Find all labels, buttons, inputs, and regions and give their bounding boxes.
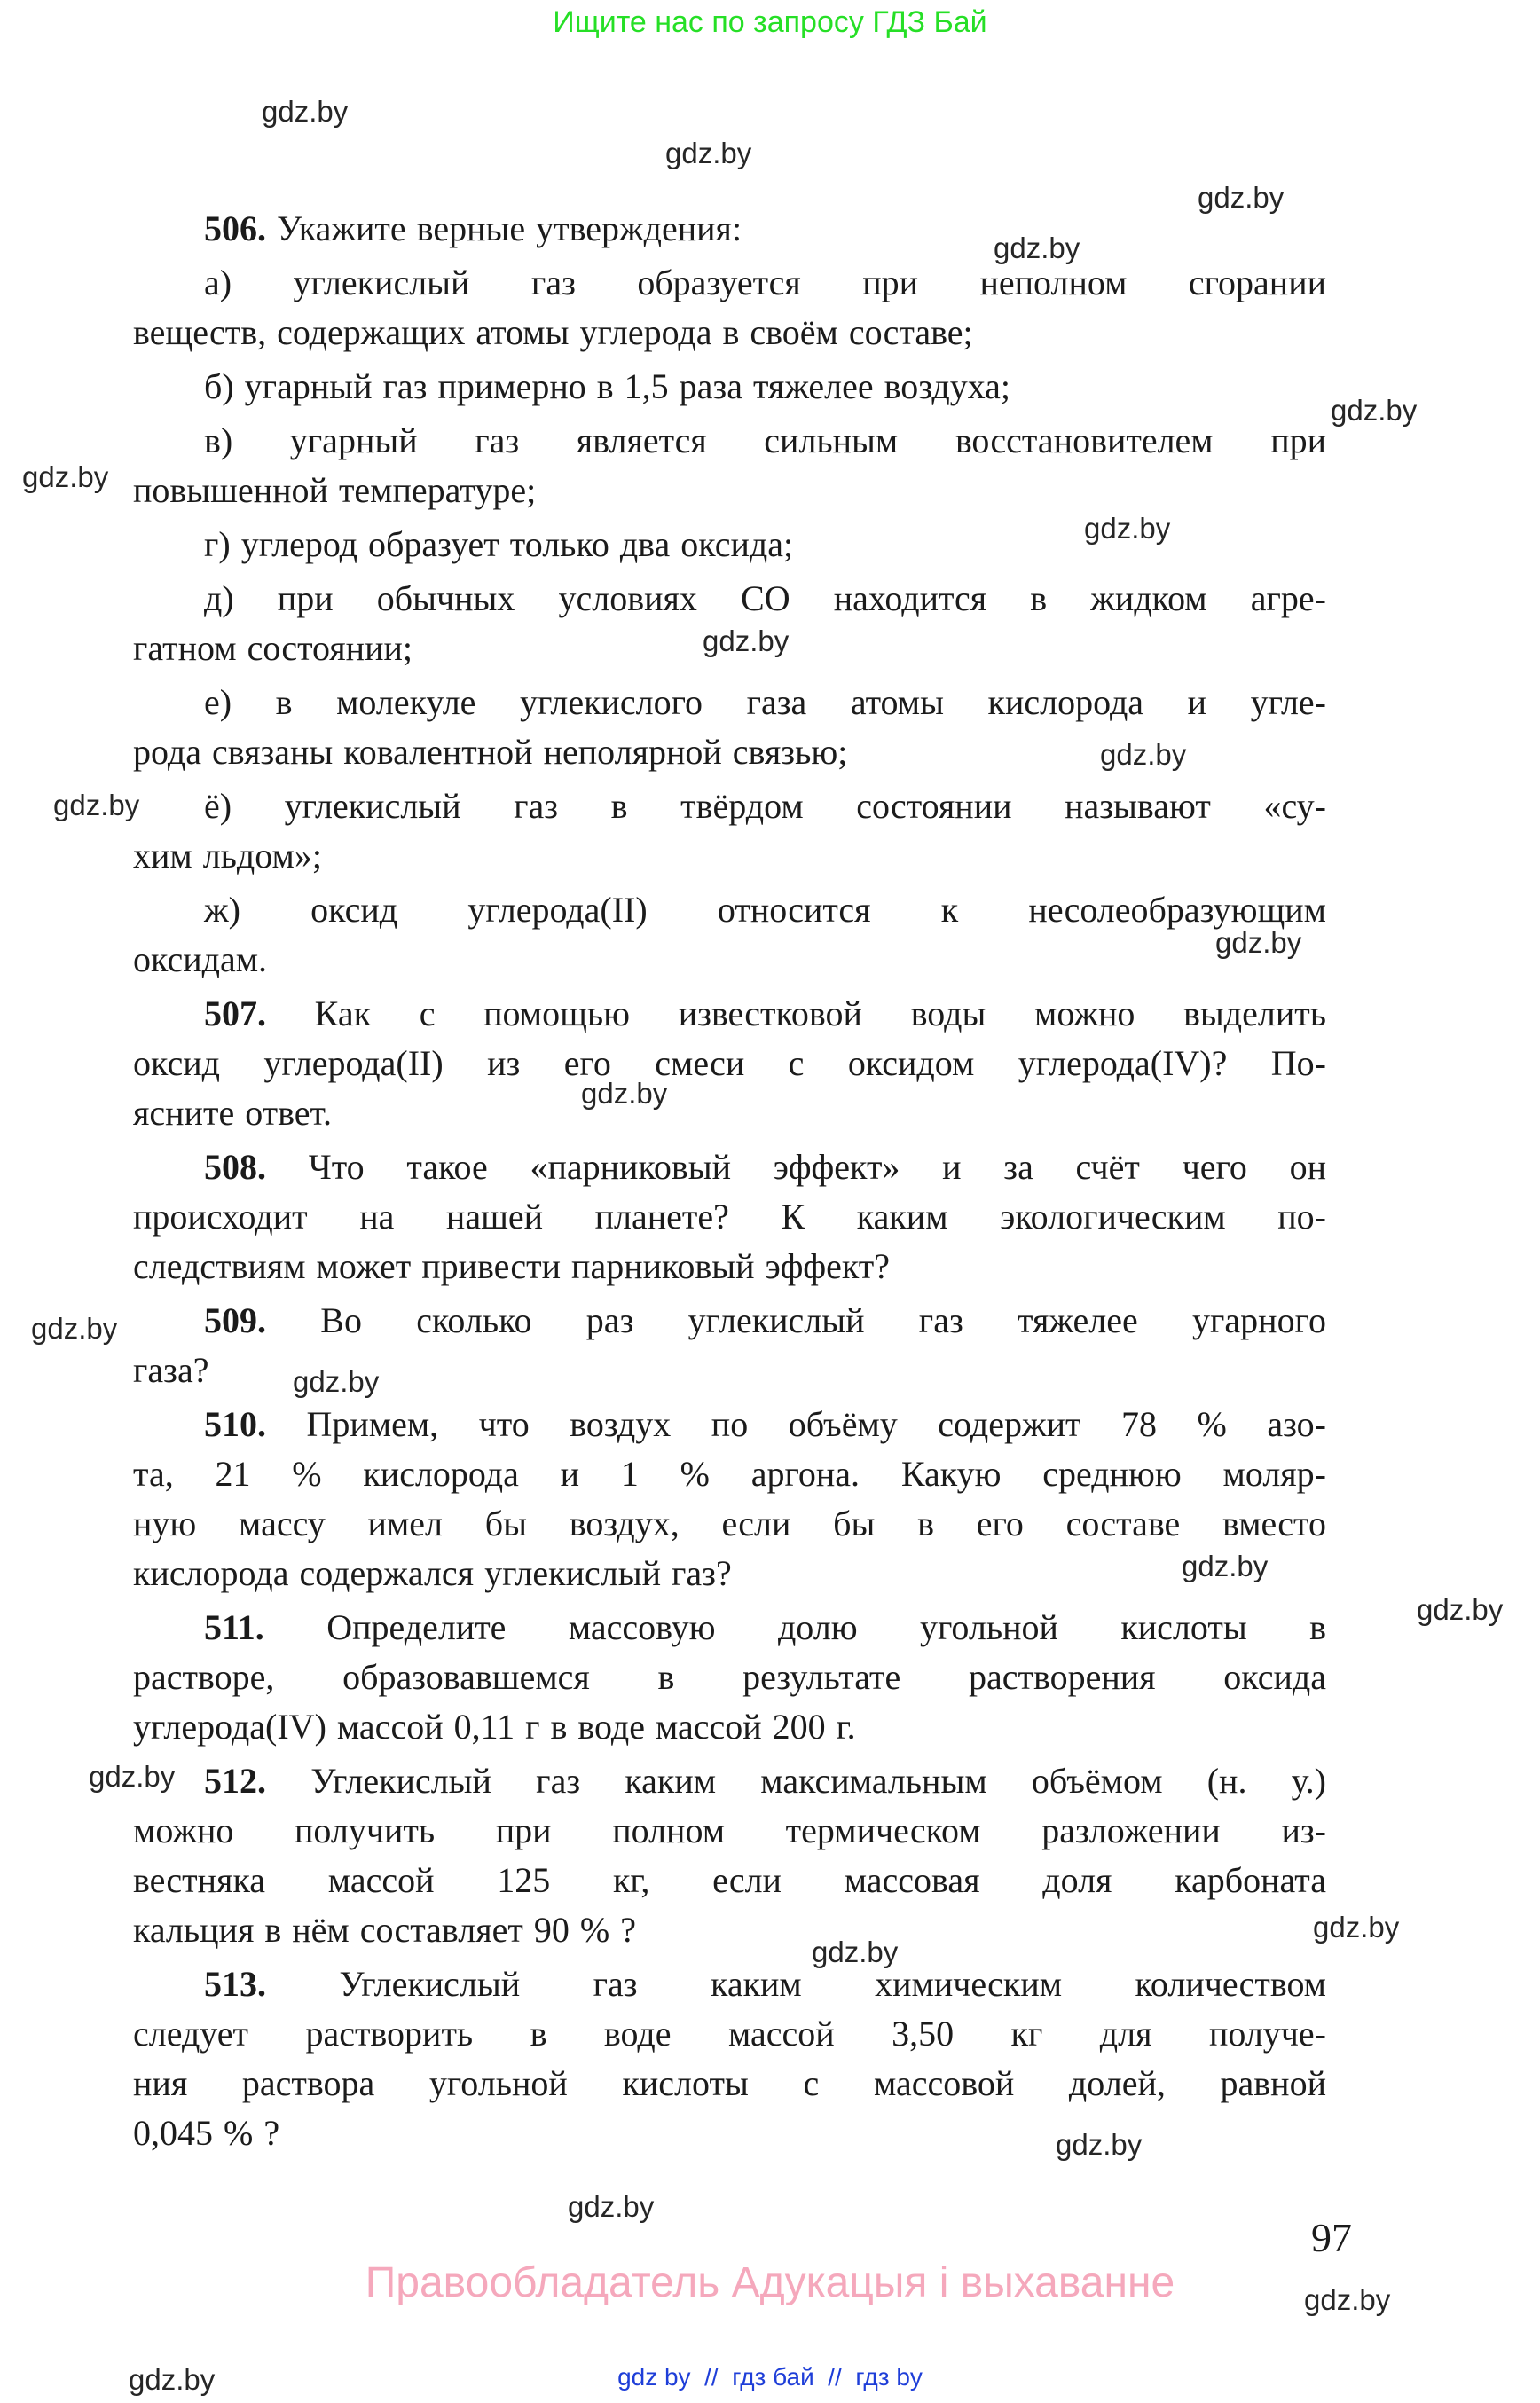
text-line: 0,045 % ? <box>133 2113 280 2153</box>
text-line: газа? <box>133 1350 209 1390</box>
text-line: кальция в нём составляет 90 % ? <box>133 1910 636 1950</box>
copyright-line: Правообладатель Адукацыя і выхаванне <box>365 2259 1175 2306</box>
text-line: оксидам. <box>133 939 268 979</box>
problem-paragraph <box>133 777 1326 881</box>
text-line: растворе, образовавшемся в результате растворения оксида <box>133 1657 1326 1697</box>
text-line: следует растворить в воде массой 3,50 кг для получе- <box>133 2014 1326 2054</box>
text-line: 507. Как с помощью известковой воды можно выделить <box>204 993 1326 1033</box>
problem-paragraph <box>133 1598 1326 1752</box>
gdz-watermark: gdz.by <box>703 624 790 657</box>
gdz-watermark: gdz.by <box>1056 2128 1143 2161</box>
text-line: в) угарный газ является сильным восстановителем при <box>204 420 1326 460</box>
problem-number: 508. <box>204 1147 266 1187</box>
problem-paragraph <box>133 1955 1326 2158</box>
gdz-watermark: gdz.by <box>31 1312 118 1345</box>
text-block <box>133 204 1326 2158</box>
problem-number: 509. <box>204 1300 266 1340</box>
gdz-watermark: gdz.by <box>665 137 752 169</box>
text-line: ясните ответ. <box>133 1093 333 1133</box>
text-line: б) угарный газ примерно в 1,5 раза тяжелее воздуха; <box>204 366 1011 406</box>
problem-paragraph <box>133 985 1326 1138</box>
problem-number: 506. <box>204 208 266 248</box>
text-line: ную массу имел бы воздух, если бы в его составе вместо <box>133 1504 1326 1543</box>
gdz-watermark: gdz.by <box>262 95 349 128</box>
text-line: рода связаны ковалентной неполярной связью; <box>133 732 848 772</box>
gdz-watermark: gdz.by <box>994 232 1080 264</box>
text-line: оксид углерода(II) из его смеси с оксидом углерода(IV)? По- <box>133 1043 1326 1083</box>
text-line: хим льдом»; <box>133 836 322 876</box>
page-number: 97 <box>1311 2215 1352 2260</box>
text-line: 511. Определите массовую долю угольной кислоты в <box>204 1607 1326 1647</box>
text-line: 508. Что такое «парниковый эффект» и за счёт чего он <box>204 1147 1326 1187</box>
text-line: 509. Во сколько раз углекислый газ тяжелее угарного <box>204 1300 1326 1340</box>
gdz-watermark: gdz.by <box>1313 1911 1400 1944</box>
gdz-watermark: gdz.by <box>1215 926 1302 959</box>
gdz-watermark: gdz.by <box>568 2190 655 2223</box>
gdz-watermark: gdz.by <box>22 460 109 493</box>
text-line: 506. Укажите верные утверждения: <box>204 208 742 248</box>
gdz-watermark: gdz.by <box>1304 2283 1391 2316</box>
gdz-watermark: gdz.by <box>581 1077 668 1110</box>
gdz-watermark: gdz.by <box>129 2363 216 2396</box>
text-line: д) при обычных условиях СО находится в жидком агре- <box>204 578 1326 618</box>
gdz-watermark: gdz.by <box>53 789 140 821</box>
text-line: повышенной температуре; <box>133 470 537 510</box>
problem-paragraph <box>133 254 1326 357</box>
promo-header-text: Ищите нас по запросу ГДЗ Бай <box>553 5 987 39</box>
problem-paragraph <box>133 412 1326 515</box>
text-line: 513. Углекислый газ каким химическим количеством <box>204 1964 1326 2004</box>
problem-paragraph <box>133 512 1326 569</box>
problem-paragraph <box>133 569 1326 673</box>
gdz-watermark: gdz.by <box>1084 512 1171 545</box>
text-line: ж) оксид углерода(II) относится к несолеобразующим <box>204 890 1326 930</box>
gdz-watermark: gdz.by <box>812 1936 899 1968</box>
gdz-watermark: gdz.by <box>1198 181 1285 214</box>
text-line: можно получить при полном термическом разложении из- <box>133 1810 1326 1850</box>
problem-number: 513. <box>204 1964 266 2004</box>
text-line: ния раствора угольной кислоты с массовой долей, равной <box>133 2063 1326 2103</box>
text-line: а) углекислый газ образуется при неполном сгорании <box>204 263 1326 302</box>
text-line: г) углерод образует только два оксида; <box>204 524 794 564</box>
gdz-watermark: gdz.by <box>1331 394 1418 427</box>
gdz-watermark: gdz.by <box>1100 738 1187 771</box>
text-line: гатном состоянии; <box>133 628 412 668</box>
problem-paragraph <box>133 1752 1326 1955</box>
text-line: ё) углекислый газ в твёрдом состоянии называют «су- <box>204 786 1326 826</box>
text-line: кислорода содержался углекислый газ? <box>133 1553 732 1593</box>
text-line: следствиям может привести парниковый эффект? <box>133 1246 891 1286</box>
text-line: е) в молекуле углекислого газа атомы кислорода и угле- <box>204 682 1326 722</box>
problem-paragraph <box>133 1292 1326 1395</box>
text-line: вестняка массой 125 кг, если массовая доля карбоната <box>133 1860 1326 1900</box>
text-line: происходит на нашей планете? К каким экологическим по- <box>133 1197 1326 1237</box>
text-line: веществ, содержащих атомы углерода в своём составе; <box>133 312 973 352</box>
problem-paragraph <box>133 357 1326 412</box>
gdz-watermark: gdz.by <box>1417 1593 1504 1626</box>
text-line: та, 21 % кислорода и 1 % аргона. Какую среднюю моляр- <box>133 1454 1326 1494</box>
problem-paragraph <box>133 204 1326 254</box>
text-line: 510. Примем, что воздух по объёму содержит 78 % азо- <box>204 1404 1326 1444</box>
gdz-watermark: gdz.by <box>293 1365 380 1398</box>
text-line: 512. Углекислый газ каким максимальным объёмом (н. у.) <box>204 1761 1326 1801</box>
problem-paragraph <box>133 673 1326 777</box>
problem-number: 507. <box>204 993 266 1033</box>
problem-number: 512. <box>204 1761 266 1801</box>
problem-number: 511. <box>204 1607 264 1647</box>
gdz-watermark: gdz.by <box>89 1760 176 1793</box>
footer-site-links[interactable]: gdz by // гдз бай // гдз by <box>617 2363 923 2391</box>
text-line: углерода(IV) массой 0,11 г в воде массой 200 г. <box>133 1707 856 1747</box>
problem-paragraph <box>133 881 1326 985</box>
gdz-watermark: gdz.by <box>1182 1550 1269 1582</box>
problem-number: 510. <box>204 1404 266 1444</box>
problem-paragraph <box>133 1395 1326 1598</box>
problem-paragraph <box>133 1138 1326 1292</box>
